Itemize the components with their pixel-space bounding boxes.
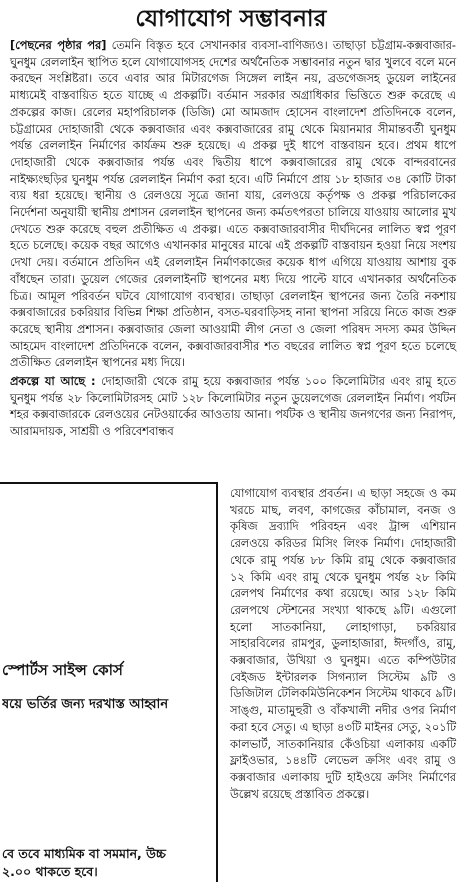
ad-admission-notice: ষয়ে ভর্তির জন্য দরখাস্ত আহ্বান [2,697,169,712]
ad-eligibility-line: বে তবে মাধ্যমিক বা সমমান, উচ্চ [2,846,166,861]
article-side-column: যোগাযোগ ব্যবস্থার প্রবর্তন। এ ছাড়া সহজে ও কম খরচে মাছ, লবণ, কাগজের কাঁচামাল, বনজ ও কৃষিজ দ্রব্যাদি পরিবহন এবং ট্রান্স এশিয়ান রেলওয়ে করিডর মিসিং লিংক নির্মাণ। দোহাজারী থেকে রামু পর্যন্ত ৮৮ কিমি রামু থেকে কক্সবাজার ১২ কিমি এবং রামু থেকে ঘুনধুম পর্যন্ত ২৮ কিমি রেলপথ নির্মাণের কথা রয়েছে। আর ১২৮ কিমি রেলপথে স্টেশনের সংখ্যা থাকছে ৯টি। এগুলো হলো সাতকানিয়া, লোহাগাড়া, চকরিয়ার সাহারবিলের রামপুর, ডুলাহাজারা, ঈদগাঁও, রামু, কক্সবাজার, উখিয়া ও ঘুনধুম। এতে কম্পিউটার বেইজড ইন্টারলক সিগন্যাল সিস্টেম ৯টি ও ডিজিটাল টেলিকমিউনিকেশন সিস্টেম থাকবে ৯টি। সাঙ্গু, মাতামুহুরী ও বাঁকখালী নদীর ওপর নির্মাণ করা হবে সেতু। এ ছাড়া ৪৩টি মাইনর সেতু, ২০১টি কালভার্ট, সাতকানিয়ার কেঁওচিয়া এলাকায় একটি ফ্লাইওভার, ১৪৪টি লেভেল ক্রসিং এবং রামু ও কক্সবাজার এলাকায় দুটি হাইওয়ে ক্রসিং নির্মাণের উল্লেখ রয়েছে প্রস্তাবিত প্রকল্পে। [230,487,456,801]
continuation-tag: [পেছনের পৃষ্ঠার পর] [10,39,107,52]
ad-gpa-line: ২.০০ থাকতে হবে। [2,864,98,879]
advertisement-box [0,482,218,882]
project-subheading: প্রকল্পে যা আছে : [10,375,96,389]
ad-course-title: স্পোর্টস সাইন্স কোর্স [2,661,123,679]
article-headline: যোগাযোগ সম্ভাবনার [135,6,327,32]
paragraph-2-text: দোহাজারী থেকে রামু হয়ে কক্সবাজার পর্যন্ত ১০০ কিলোমিটার এবং রামু হতে ঘুনধুম পর্যন্ত ২৮ কিলোমিটারসহ মোট ১২৮ কিলোমিটার নতুন ডুয়েলগেজ রেললাইন নির্মাণ। পর্যটন শহর কক্সবাজারকে রেলওয়ের নেটওয়ার্কের আওতায় আনা। পর্যটক ও স্থানীয় জনগণের জন্য নিরাপদ, আরামদায়ক, সাশ্রয়ী ও পরিবেশবান্ধব [10,375,456,439]
paragraph-1-text: তেমনি বিস্তৃত হবে সেখানকার ব্যবসা-বাণিজ্যও। তাছাড়া চট্টগ্রাম-কক্সবাজার-ঘুনধুম রেললাইন স্থাপিত হলে যোগাযোগসহ দেশের অর্থনৈতিক সম্ভাবনার নতুন দ্বার খুলবে বলে মনে করছেন সংশ্লিষ্টরা। তবে এবার আর মিটারগেজ সিঙ্গেল লাইন নয়, ব্রডগেজসহ ডুয়েল লাইনের মাধ্যমেই বাস্তবায়িত হতে যাচ্ছে এ প্রকল্পটি। বর্তমান সরকার অগ্রাধিকার ভিত্তিতে শুরু করেছে এ প্রকল্পের কাজ। রেলের মহাপরিচালক (ডিজি) মো আমজাদ হোসেন বাংলাদেশ প্রতিদিনকে বলেন, চট্টগ্রামের দোহাজারী থেকে কক্সবাজার এবং কক্সবাজারের রামু থেকে মিয়ানমার সীমান্তবর্তী ঘুনধুম পর্যন্ত রেললাইন নির্মাণের কার্যক্রম শুরু হয়েছে। এ প্রকল্প দুই ধাপে বাস্তবায়ন হবে। প্রথম ধাপে দোহাজারী থেকে কক্সবাজার পর্যন্ত এবং দ্বিতীয় ধাপে কক্সবাজারের রামু থেকে বান্দরবানের নাইক্ষ্যংছড়ির ঘুনধুম পর্যন্ত রেললাইন নির্মাণ করা হবে। এটি নির্মাণে প্রায় ১৮ হাজার ৩৪ কোটি টাকা ব্যয় ধরা হয়েছে। স্থানীয় ও রেলওয়ে সূত্রে জানা যায়, রেলওয়ে কর্তৃপক্ষ ও প্রকল্প পরিচালকের নির্দেশনা অনুযায়ী স্থানীয় প্রশাসন রেললাইন স্থাপনের জন্য কর্মতৎপরতা চালিয়ে যাওয়ায় আলোর মুখ দেখতে শুরু করেছে বহুল প্রতীক্ষিত এ প্রকল্প। এতে কক্সবাজারবাসীর দীর্ঘদিনের লালিত স্বপ্ন পূরণ হতে চলেছে। কয়েক বছর আগেও এখানকার মানুষের মাঝে এই প্রকল্পটি বাস্তবায়ন হওয়া নিয়ে সংশয় দেখা দেয়। বর্তমানে প্রতিদিন এই রেললাইন নির্মাণকাজের কয়েক ধাপ এগিয়ে যাওয়ায় আশায় বুক বাঁধছেন তারা। ডুয়েল গেজের রেললাইনটি স্থাপনের মধ্য দিয়ে পাল্টে যাবে এখানকার অর্থনৈতিক চিত্র। আমূল পরিবর্তন ঘটবে যোগাযোগ ব্যবস্থার। তাছাড়া রেললাইন স্থাপনের জন্য তৈরি নকশায় কক্সবাজারের চকরিয়ার বিভিন্ন শিক্ষা প্রতিষ্ঠান, বসত-ঘরবাড়িসহ নানা স্থাপনা সরিয়ে নিতে কাজ শুরু করেছে স্থানীয় প্রশাসন। কক্সবাজার জেলা আওয়ামী লীগ নেতা ও জেলা পরিষদ সদস্য কমর উদ্দিন আহমেদ বাংলাদেশ প্রতিদিনকে বলেন, কক্সবাজারবাসীর শত বছরের লালিত স্বপ্ন পূরণ হতে চলেছে প্রতীক্ষিত রেললাইন স্থাপনের মধ্য দিয়ে। [10,39,457,370]
article-paragraph-2 [10,374,456,441]
article-paragraph-1 [10,38,456,372]
article-body [10,38,456,441]
